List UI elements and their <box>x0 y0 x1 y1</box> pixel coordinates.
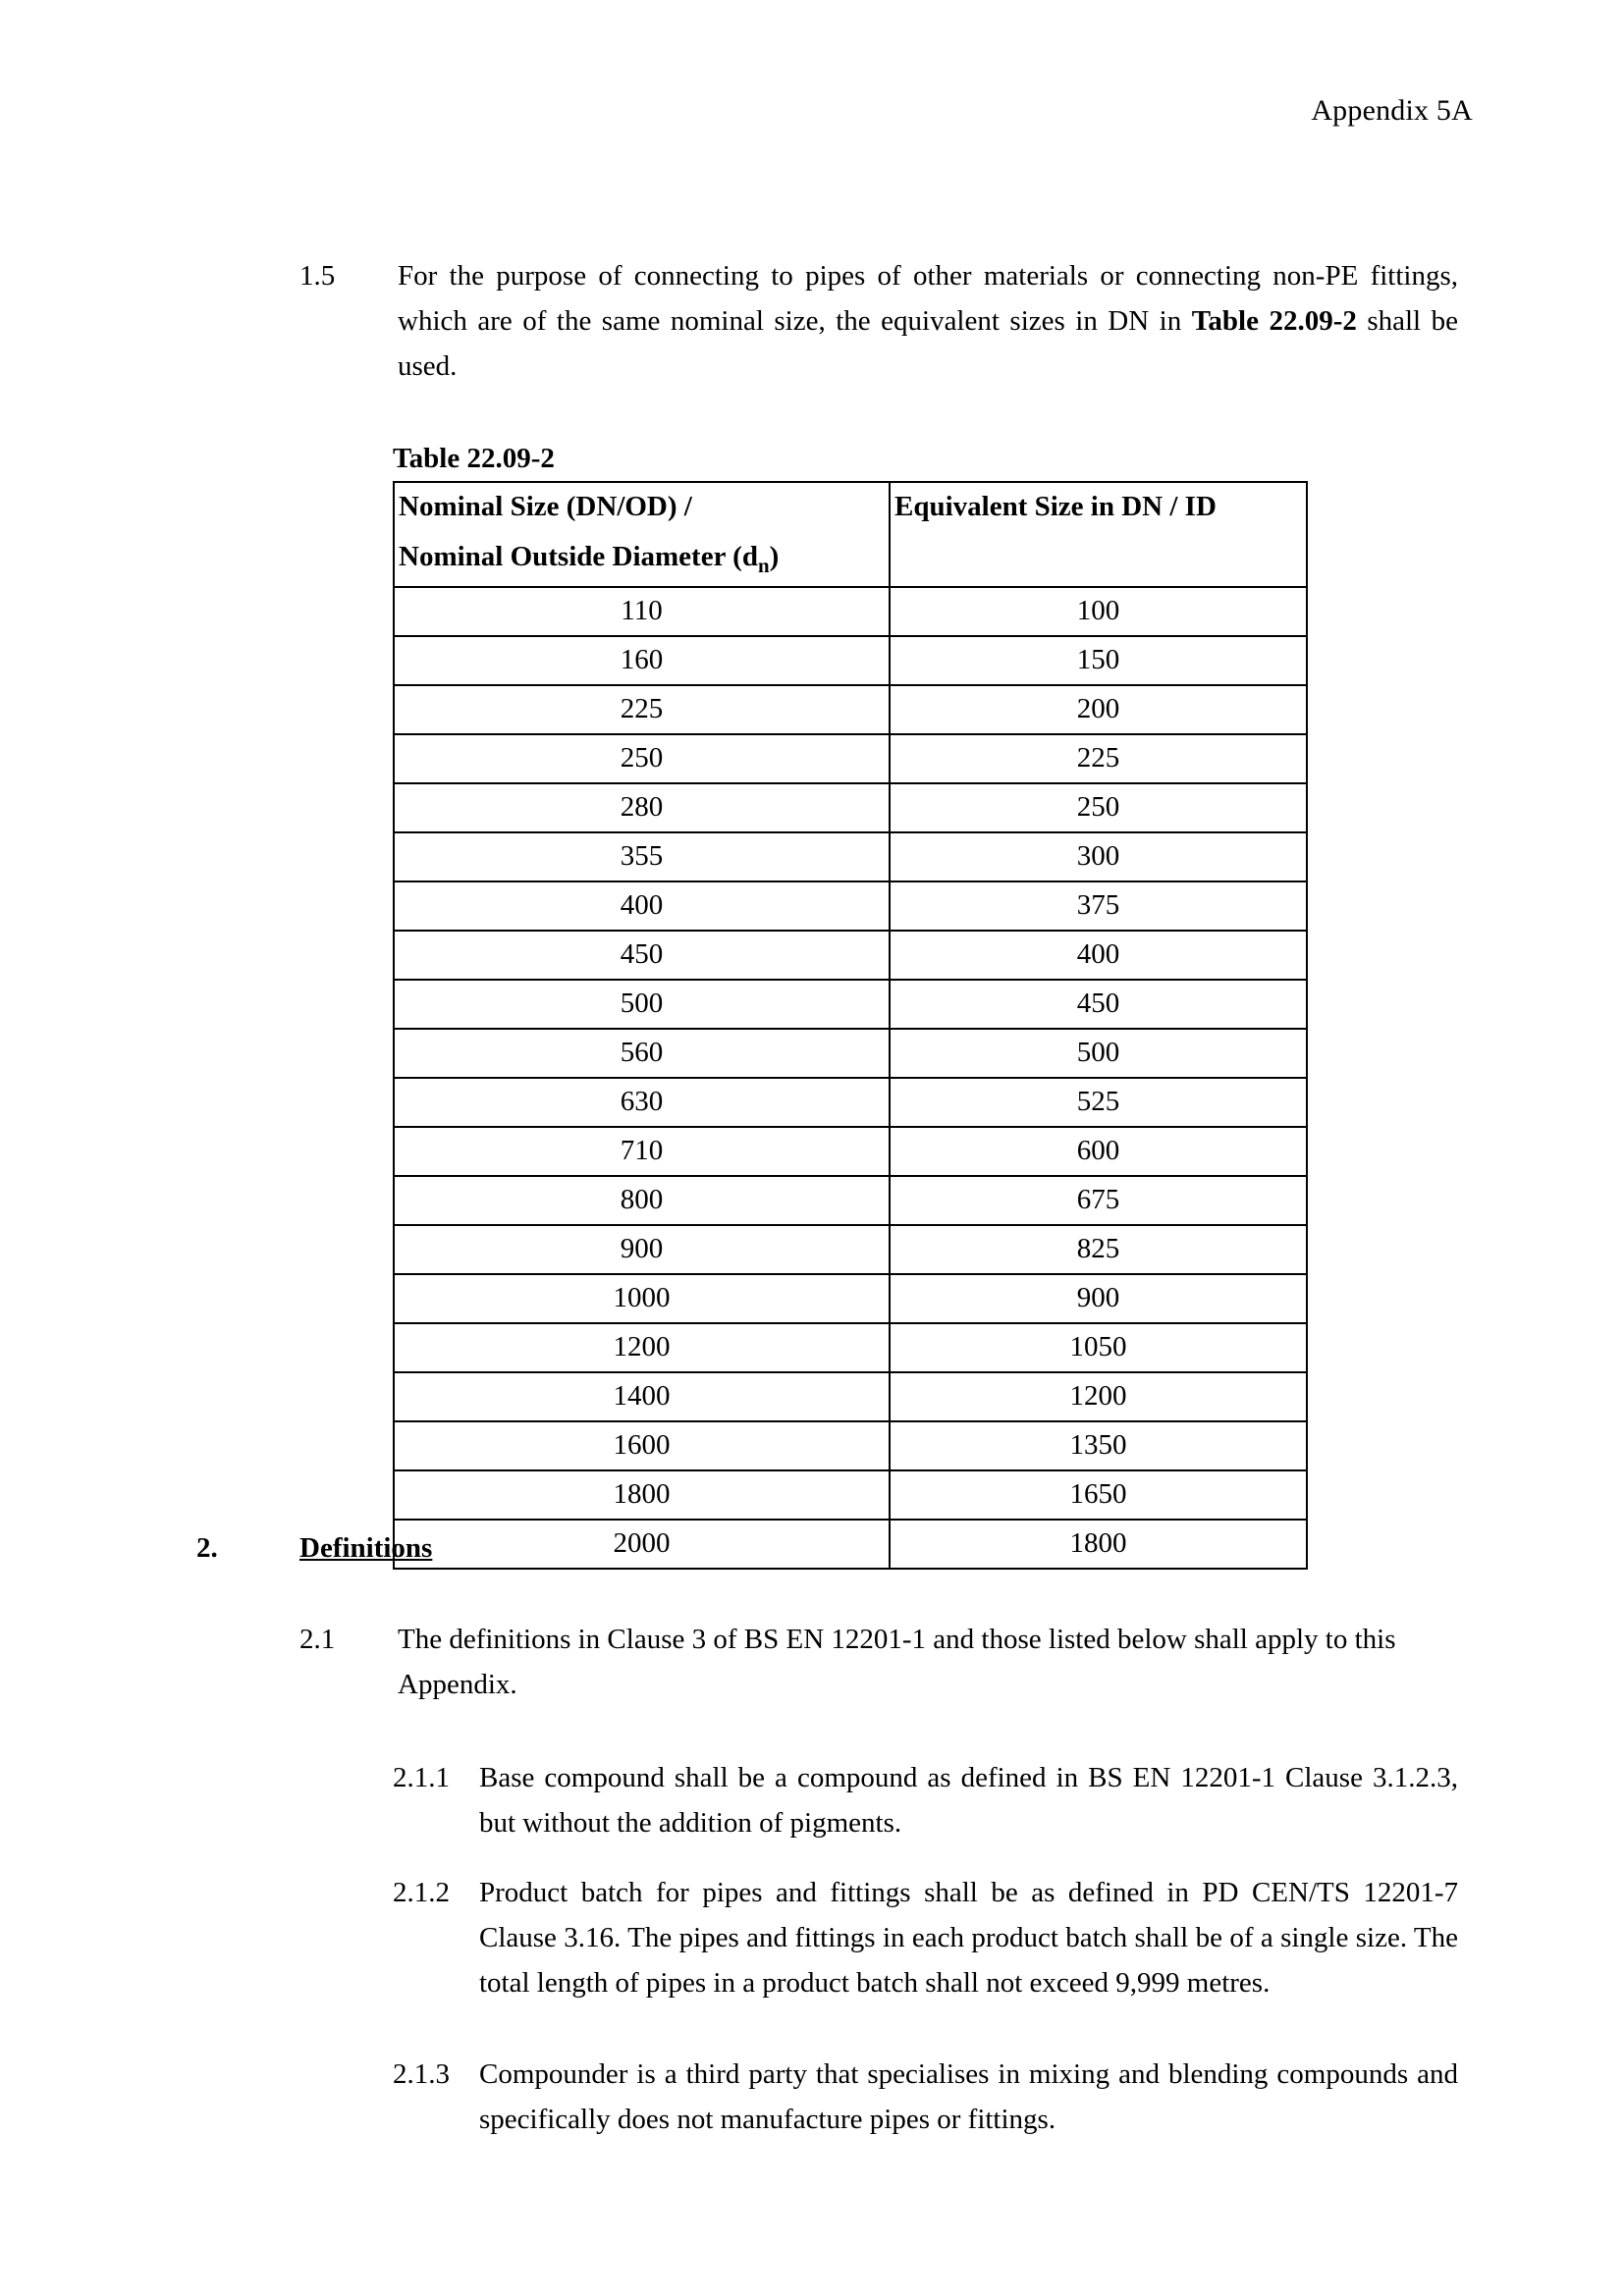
cell-equivalent-size: 1050 <box>890 1323 1307 1372</box>
cell-equivalent-size: 225 <box>890 734 1307 783</box>
cell-equivalent-size: 150 <box>890 636 1307 685</box>
table-row <box>394 832 1307 881</box>
section-2-title: Definitions <box>299 1532 433 1564</box>
table-header-nominal-size <box>394 482 890 587</box>
cell-nominal-size: 1600 <box>394 1421 890 1470</box>
table-row <box>394 881 1307 931</box>
clause-1-5-text-part-2: shall be used. <box>398 305 1458 382</box>
clause-2-1-1-number: 2.1.1 <box>393 1762 450 1793</box>
table-header-nominal-size-line2 <box>399 535 886 578</box>
table-header-nominal-size-line2-prefix: Nominal Outside Diameter (d <box>399 541 758 572</box>
cell-equivalent-size: 450 <box>890 980 1307 1029</box>
table-row <box>394 587 1307 636</box>
cell-nominal-size: 630 <box>394 1078 890 1127</box>
cell-nominal-size: 1800 <box>394 1470 890 1520</box>
table-caption: Table 22.09-2 <box>393 443 555 474</box>
cell-nominal-size: 1000 <box>394 1274 890 1323</box>
cell-nominal-size: 160 <box>394 636 890 685</box>
clause-2-1-3-number: 2.1.3 <box>393 2058 450 2090</box>
clause-2-1-body: The definitions in Clause 3 of BS EN 12201-1 and those listed below shall apply to this Appendix. <box>398 1624 1396 1700</box>
table-row <box>394 1421 1307 1470</box>
table-header-equivalent-size <box>890 482 1307 587</box>
table-block <box>393 442 1306 1570</box>
cell-equivalent-size: 375 <box>890 881 1307 931</box>
clause-2-1-2 <box>393 1870 1458 2005</box>
clause-1-5-number: 1.5 <box>299 260 336 292</box>
running-header-appendix: Appendix 5A <box>1311 94 1473 127</box>
clause-2-1-1-body: Base compound shall be a compound as defined in BS EN 12201-1 Clause 3.1.2.3, but without the addition of pigments. <box>479 1762 1458 1839</box>
clause-2-1 <box>299 1617 1458 1707</box>
clause-1-5 <box>299 253 1458 389</box>
cell-nominal-size: 710 <box>394 1127 890 1176</box>
clause-1-5-body <box>398 253 1458 389</box>
table-body <box>394 587 1307 1569</box>
table-row <box>394 636 1307 685</box>
cell-nominal-size: 225 <box>394 685 890 734</box>
cell-equivalent-size: 825 <box>890 1225 1307 1274</box>
cell-nominal-size: 400 <box>394 881 890 931</box>
section-2-number: 2. <box>196 1532 218 1564</box>
cell-nominal-size: 450 <box>394 931 890 980</box>
clause-2-1-number: 2.1 <box>299 1624 336 1655</box>
table-row <box>394 980 1307 1029</box>
cell-equivalent-size: 525 <box>890 1078 1307 1127</box>
cell-nominal-size: 560 <box>394 1029 890 1078</box>
cell-equivalent-size: 250 <box>890 783 1307 832</box>
cell-nominal-size: 500 <box>394 980 890 1029</box>
cell-equivalent-size: 200 <box>890 685 1307 734</box>
table-row <box>394 1520 1307 1569</box>
clause-2-1-3-body: Compounder is a third party that specialises in mixing and blending compounds and specifically does not manufacture pipes or fittings. <box>479 2058 1458 2135</box>
cell-nominal-size: 1400 <box>394 1372 890 1421</box>
equivalent-sizes-table <box>393 481 1308 1570</box>
cell-equivalent-size: 300 <box>890 832 1307 881</box>
cell-nominal-size: 2000 <box>394 1520 890 1569</box>
table-row <box>394 685 1307 734</box>
table-row <box>394 1323 1307 1372</box>
cell-nominal-size: 280 <box>394 783 890 832</box>
table-row <box>394 1029 1307 1078</box>
cell-nominal-size: 800 <box>394 1176 890 1225</box>
clause-2-1-2-body: Product batch for pipes and fittings shall be as defined in PD CEN/TS 12201-7 Clause 3.16. The pipes and fittings in each product batch shall be of a single size. The total length of pipes in a product batch shall not exceed 9,999 metres. <box>479 1877 1458 1999</box>
table-row <box>394 1470 1307 1520</box>
table-header-nominal-size-line2-suffix: ) <box>769 541 780 572</box>
cell-equivalent-size: 1650 <box>890 1470 1307 1520</box>
cell-equivalent-size: 600 <box>890 1127 1307 1176</box>
cell-nominal-size: 900 <box>394 1225 890 1274</box>
section-heading-definitions <box>196 1528 432 1568</box>
clause-2-1-1 <box>393 1755 1458 1845</box>
table-row <box>394 1176 1307 1225</box>
cell-equivalent-size: 1200 <box>890 1372 1307 1421</box>
cell-nominal-size: 250 <box>394 734 890 783</box>
cell-equivalent-size: 1800 <box>890 1520 1307 1569</box>
clause-2-1-2-number: 2.1.2 <box>393 1877 450 1908</box>
cell-equivalent-size: 1350 <box>890 1421 1307 1470</box>
cell-equivalent-size: 500 <box>890 1029 1307 1078</box>
table-row <box>394 1127 1307 1176</box>
table-row <box>394 1274 1307 1323</box>
table-row <box>394 734 1307 783</box>
table-row <box>394 783 1307 832</box>
clause-2-1-3 <box>393 2052 1458 2142</box>
cell-equivalent-size: 100 <box>890 587 1307 636</box>
table-row <box>394 1225 1307 1274</box>
table-header-equivalent-size-label: Equivalent Size in DN / ID <box>894 491 1217 522</box>
clause-1-5-table-reference: Table 22.09-2 <box>1191 305 1357 337</box>
cell-nominal-size: 110 <box>394 587 890 636</box>
table-row <box>394 931 1307 980</box>
cell-nominal-size: 1200 <box>394 1323 890 1372</box>
table-row <box>394 1078 1307 1127</box>
table-row <box>394 1372 1307 1421</box>
clause-1-5-text-part-1: For the purpose of connecting to pipes of other materials or connecting non-PE fittings, which are of the same nominal size, the equivalent sizes in DN in <box>398 260 1458 337</box>
table-header-nominal-size-line1: Nominal Size (DN/OD) / <box>399 491 692 522</box>
cell-equivalent-size: 675 <box>890 1176 1307 1225</box>
cell-equivalent-size: 900 <box>890 1274 1307 1323</box>
cell-nominal-size: 355 <box>394 832 890 881</box>
table-header-subscript-n: n <box>757 553 770 577</box>
cell-equivalent-size: 400 <box>890 931 1307 980</box>
table-header-row <box>394 482 1307 587</box>
table-head <box>394 482 1307 587</box>
